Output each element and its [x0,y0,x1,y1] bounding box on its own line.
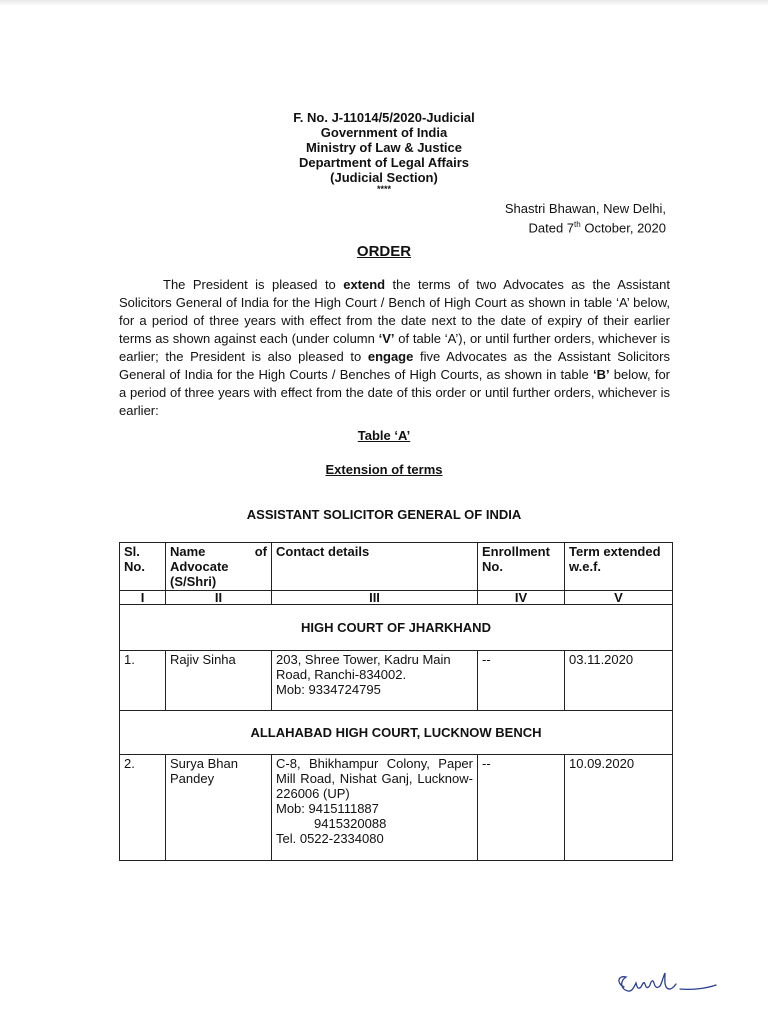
header-enrollment: Enrollment No. [478,543,565,591]
header-term: Term extended w.e.f. [565,543,673,591]
section-line: (Judicial Section) [330,170,438,185]
cell-term: 10.09.2020 [565,755,673,861]
government-line: Government of India [320,125,448,140]
header-name: Name of Advocate (S/Shri) [166,543,272,591]
roman-2: II [166,591,272,605]
court-row-allahabad [120,711,673,755]
court-name: ALLAHABAD HIGH COURT, LUCKNOW BENCH [120,711,673,755]
header-sl: Sl. No. [120,543,166,591]
header-stars: **** [376,184,391,194]
cell-contact: 203, Shree Tower, Kadru Main Road, Ranchi-834002. Mob: 9334724795 [272,651,478,711]
ministry-line: Ministry of Law & Justice [305,140,463,155]
cell-name: Rajiv Sinha [166,651,272,711]
document-header [0,110,768,193]
table-a-title: Table ‘A’ [357,428,411,443]
cell-sl: 1. [120,651,166,711]
extension-title: Extension of terms [325,462,443,477]
cell-contact: C-8, Bhikhampur Colony, Paper Mill Road, Nishat Ganj, Lucknow-226006 (UP) Mob: 9415111887 9415320088 Tel. 0522-2334080 [272,755,478,861]
table-row [120,755,673,861]
cell-term: 03.11.2020 [565,651,673,711]
cell-enrollment: -- [478,755,565,861]
advocates-table [119,542,673,861]
order-paragraph: The President is pleased to extend the terms of two Advocates as the Assistant Solicitors General of India for the High Court / Bench of High Court as shown in table ‘A’ below, for a period of three years with effect from the date next to the date of expiry of their earlier terms as shown against each (under column ‘V’ of table ‘A’), or until further orders, whichever is earlier; the President is also pleased to engage five Advocates as the Assistant Solicitors General of India for the High Courts / Benches of High Courts, as shown in table ‘B’ below, for a period of three years with effect from the date of this order or until further orders, whichever is earlier: [119,277,670,418]
table-row [120,651,673,711]
signature [610,965,720,1000]
roman-numeral-row [120,591,673,605]
header-contact: Contact details [272,543,478,591]
roman-5: V [565,591,673,605]
roman-1: I [120,591,166,605]
asg-title: ASSISTANT SOLICITOR GENERAL OF INDIA [246,507,522,522]
location: Shastri Bhawan, New Delhi, [504,201,666,216]
court-row-jharkhand [120,605,673,651]
roman-4: IV [478,591,565,605]
file-number: F. No. J-11014/5/2020-Judicial [293,110,475,125]
table-header-row [120,543,673,591]
date-line: Dated 7th October, 2020 [528,220,666,236]
roman-3: III [272,591,478,605]
cell-enrollment: -- [478,651,565,711]
department-line: Department of Legal Affairs [299,155,469,170]
court-name: HIGH COURT OF JHARKHAND [120,605,673,651]
order-title: ORDER [356,243,412,260]
place-and-date [505,201,666,236]
cell-sl: 2. [120,755,166,861]
cell-name: Surya Bhan Pandey [166,755,272,861]
page-top-edge [0,0,768,6]
